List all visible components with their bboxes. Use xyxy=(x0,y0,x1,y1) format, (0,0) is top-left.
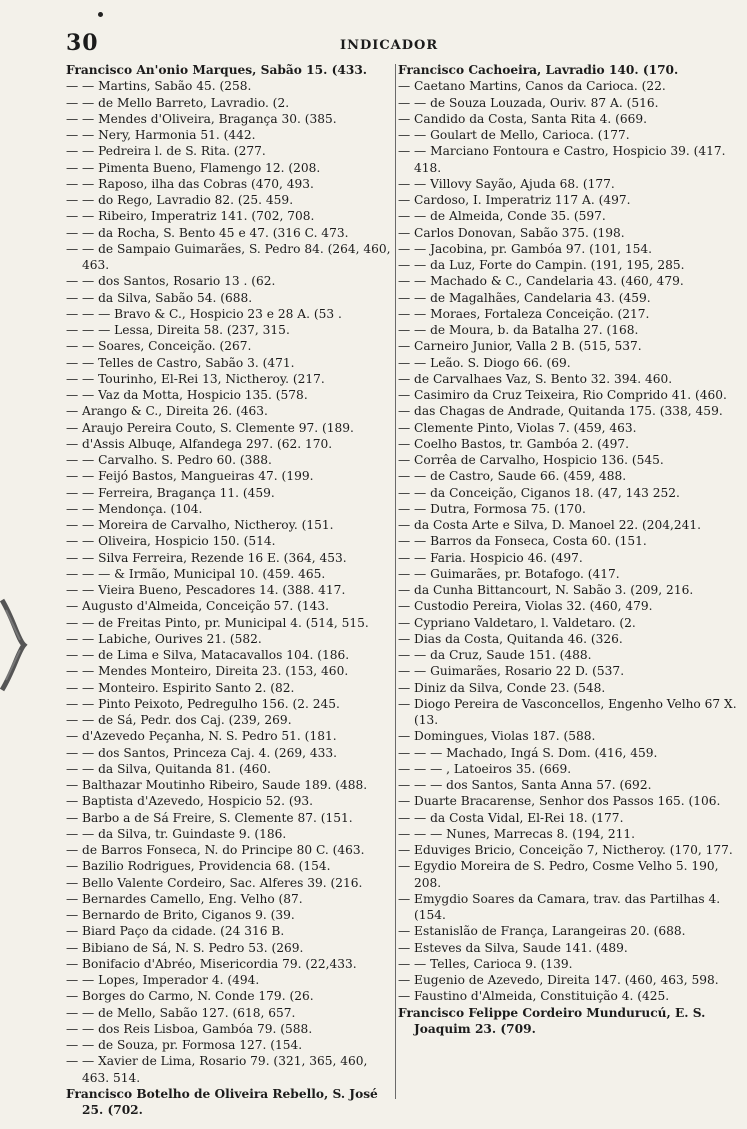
directory-entry: — — dos Santos, Princeza Caj. 4. (269, 433. xyxy=(66,745,337,760)
directory-entry: — Carlos Donovan, Sabão 375. (198. xyxy=(398,225,625,240)
directory-entry: — Diniz da Silva, Conde 23. (548. xyxy=(398,680,606,695)
directory-entry: — — Soares, Conceição. (267. xyxy=(66,339,252,354)
directory-entry: — — de Sampaio Guimarães, S. Pedro 84. (264, 460, 463. xyxy=(66,241,391,272)
directory-entry: — — Leão. S. Diogo 66. (69. xyxy=(398,355,571,370)
directory-entry: — — de Mello, Sabão 127. (618, 657. xyxy=(66,1005,296,1020)
directory-entry: Francisco An'onio Marques, Sabão 15. (433. xyxy=(66,63,368,77)
ink-speck xyxy=(98,12,103,17)
directory-entry: — Coelho Bastos, tr. Gambóa 2. (497. xyxy=(398,436,629,451)
running-head: INDICADOR xyxy=(340,38,439,53)
directory-entry: — — — & Irmão, Municipal 10. (459. 465. xyxy=(66,566,326,581)
directory-entry: — Baptista d'Azevedo, Hospicio 52. (93. xyxy=(66,794,313,809)
right-column xyxy=(398,62,738,1037)
directory-entry: — — Martins, Sabão 45. (258. xyxy=(66,79,252,94)
directory-entry: — — Mendes d'Oliveira, Bragança 30. (385. xyxy=(66,111,337,126)
directory-entry: — — dos Santos, Rosario 13 . (62. xyxy=(66,274,276,289)
directory-entry: — — Monteiro. Espirito Santo 2. (82. xyxy=(66,680,295,695)
directory-entry: — d'Azevedo Peçanha, N. S. Pedro 51. (181. xyxy=(66,729,337,744)
directory-entry: — — de Mello Barreto, Lavradio. (2. xyxy=(66,95,290,110)
directory-entry: — Bonifacio d'Abréo, Misericordia 79. (22,433. xyxy=(66,956,357,971)
directory-entry: — — Ferreira, Bragança 11. (459. xyxy=(66,485,275,500)
directory-entry: — Augusto d'Almeida, Conceição 57. (143. xyxy=(66,599,329,614)
directory-entry: — Bernardes Camello, Eng. Velho (87. xyxy=(66,891,303,906)
directory-entry: — — Vaz da Motta, Hospicio 135. (578. xyxy=(66,388,308,402)
directory-entry: — — Pimenta Bueno, Flamengo 12. (208. xyxy=(66,160,321,175)
directory-entry: — — Tourinho, El-Rei 13, Nictheroy. (217. xyxy=(66,371,325,386)
directory-entry: — Bibiano de Sá, N. S. Pedro 53. (269. xyxy=(66,940,304,955)
directory-entry: — Clemente Pinto, Violas 7. (459, 463. xyxy=(398,420,637,435)
directory-entry: — — da Silva, Quitanda 81. (460. xyxy=(66,761,271,776)
directory-entry: — — dos Reis Lisboa, Gambóa 79. (588. xyxy=(66,1021,313,1036)
directory-entry: — das Chagas de Andrade, Quitanda 175. (338, 459. xyxy=(398,404,723,419)
directory-entry: — Bello Valente Cordeiro, Sac. Alferes 39. (216. xyxy=(66,875,363,890)
directory-entry: — Candido da Costa, Santa Rita 4. (669. xyxy=(398,111,647,126)
directory-entry: — — de Souza Louzada, Ouriv. 87 A. (516. xyxy=(398,95,659,110)
directory-entry: — — de Moura, b. da Batalha 27. (168. xyxy=(398,323,639,337)
directory-entry: — — Guimarães, pr. Botafogo. (417. xyxy=(398,566,620,581)
directory-entry: — — da Luz, Forte do Campin. (191, 195, 285. xyxy=(398,258,685,272)
directory-entry: — — de Souza, pr. Formosa 127. (154. xyxy=(66,1038,303,1052)
directory-entry: — — do Rego, Lavradio 82. (25. 459. xyxy=(66,193,294,207)
directory-entry: — Egydio Moreira de S. Pedro, Cosme Velho 5. 190, 208. xyxy=(398,859,719,890)
directory-entry: — Araujo Pereira Couto, S. Clemente 97. (189. xyxy=(66,420,354,435)
directory-entry: — — Goulart de Mello, Carioca. (177. xyxy=(398,128,630,142)
directory-entry: — — Raposo, ilha das Cobras (470, 493. xyxy=(66,176,314,191)
directory-entry: — — Barros da Fonseca, Costa 60. (151. xyxy=(398,534,647,549)
directory-entry: — da Costa Arte e Silva, D. Manoel 22. (204,241. xyxy=(398,518,701,532)
directory-entry: — Faustino d'Almeida, Constituição 4. (425. xyxy=(398,989,670,1004)
directory-entry: — — de Sá, Pedr. dos Caj. (239, 269. xyxy=(66,713,292,727)
directory-entry: — de Barros Fonseca, N. do Principe 80 C. (463. xyxy=(66,843,365,857)
directory-entry: — Eduviges Bricio, Conceição 7, Nictheroy. (170, 177. xyxy=(398,843,733,857)
directory-entry: — Caetano Martins, Canos da Carioca. (22. xyxy=(398,79,666,94)
binding-thread-mark xyxy=(0,590,30,700)
directory-entry: — Cypriano Valdetaro, l. Valdetaro. (2. xyxy=(398,615,636,630)
directory-entry: Francisco Cachoeira, Lavradio 140. (170. xyxy=(398,63,679,77)
directory-entry: — — Moreira de Carvalho, Nictheroy. (151. xyxy=(66,518,334,532)
directory-entry: — — Pinto Peixoto, Pedregulho 156. (2. 245. xyxy=(66,696,340,711)
directory-entry: — — da Conceição, Ciganos 18. (47, 143 252. xyxy=(398,485,680,500)
page-number: 30 xyxy=(66,30,99,56)
directory-entry: — — Mendes Monteiro, Direita 23. (153, 460. xyxy=(66,664,349,679)
directory-entry: — — Vieira Bueno, Pescadores 14. (388. 417. xyxy=(66,583,346,597)
directory-entry: — — — Machado, Ingá S. Dom. (416, 459. xyxy=(398,745,658,760)
directory-entry: — Corrêa de Carvalho, Hospicio 136. (545. xyxy=(398,453,664,467)
directory-entry: — Carneiro Junior, Valla 2 B. (515, 537. xyxy=(398,339,642,354)
directory-entry: — — da Rocha, S. Bento 45 e 47. (316 C. 473. xyxy=(66,225,349,240)
directory-entry: — Borges do Carmo, N. Conde 179. (26. xyxy=(66,989,314,1004)
directory-entry: — — Feijó Bastos, Mangueiras 47. (199. xyxy=(66,469,314,484)
column-divider xyxy=(395,64,396,1099)
directory-entry: — Duarte Bracarense, Senhor dos Passos 165. (106. xyxy=(398,794,721,809)
directory-entry: — — da Silva, tr. Guindaste 9. (186. xyxy=(66,826,287,841)
directory-entry: — Bernardo de Brito, Ciganos 9. (39. xyxy=(66,908,295,922)
directory-entry: — — Moraes, Fortaleza Conceição. (217. xyxy=(398,306,650,321)
directory-entry: — — de Lima e Silva, Matacavallos 104. (186. xyxy=(66,648,350,662)
directory-entry: — Dias da Costa, Quitanda 46. (326. xyxy=(398,631,623,646)
directory-entry: — — Dutra, Formosa 75. (170. xyxy=(398,501,586,516)
directory-entry: — Domingues, Violas 187. (588. xyxy=(398,729,596,744)
directory-entry: — Esteves da Silva, Saude 141. (489. xyxy=(398,940,628,955)
left-column xyxy=(66,62,396,1118)
directory-entry: — — Ribeiro, Imperatriz 141. (702, 708. xyxy=(66,209,315,224)
directory-entry: — — Labiche, Ourives 21. (582. xyxy=(66,631,262,646)
directory-entry: Francisco Felippe Cordeiro Mundurucú, E. S. Joaquim 23. (709. xyxy=(398,1005,706,1036)
directory-entry: — — Nery, Harmonia 51. (442. xyxy=(66,128,256,142)
directory-entry: — Balthazar Moutinho Ribeiro, Saude 189. (488. xyxy=(66,778,368,792)
directory-entry: — Diogo Pereira de Vasconcellos, Engenho Velho 67 X. (13. xyxy=(398,696,737,727)
directory-entry: — — da Silva, Sabão 54. (688. xyxy=(66,290,253,305)
directory-entry: — Emygdio Soares da Camara, trav. das Partilhas 4. (154. xyxy=(398,891,721,922)
directory-entry: — — Telles de Castro, Sabão 3. (471. xyxy=(66,355,295,370)
directory-entry: — — Mendonça. (104. xyxy=(66,501,203,516)
directory-entry: — — — Lessa, Direita 58. (237, 315. xyxy=(66,323,290,337)
directory-entry: — — — , Latoeiros 35. (669. xyxy=(398,761,572,776)
directory-entry: — — Marciano Fontoura e Castro, Hospicio 39. (417. 418. xyxy=(398,144,726,175)
directory-entry: — — Machado & C., Candelaria 43. (460, 479. xyxy=(398,274,684,289)
directory-entry: — Casimiro da Cruz Teixeira, Rio Comprido 41. (460. xyxy=(398,388,727,402)
directory-entry: — — Jacobina, pr. Gambóa 97. (101, 154. xyxy=(398,241,653,256)
directory-entry: — — Xavier de Lima, Rosario 79. (321, 365, 460, 463. 514. xyxy=(66,1054,368,1085)
directory-entry: — — — Bravo & C., Hospicio 23 e 28 A. (53 . xyxy=(66,306,342,321)
directory-entry: — Arango & C., Direita 26. (463. xyxy=(66,404,268,419)
directory-entry: — — Villovy Sayão, Ajuda 68. (177. xyxy=(398,176,615,191)
directory-entry: — Cardoso, I. Imperatriz 117 A. (497. xyxy=(398,193,631,207)
directory-entry: — Eugenio de Azevedo, Direita 147. (460, 463, 598. xyxy=(398,973,719,987)
directory-entry: — Estanislão de França, Larangeiras 20. (688. xyxy=(398,924,686,939)
directory-entry: — — de Castro, Saude 66. (459, 488. xyxy=(398,469,627,484)
directory-entry: — Custodio Pereira, Violas 32. (460, 479. xyxy=(398,599,653,614)
directory-entry: — Bazilio Rodrigues, Providencia 68. (154. xyxy=(66,859,331,874)
directory-entry: — — Faria. Hospicio 46. (497. xyxy=(398,550,583,565)
directory-entry: — — Pedreira l. de S. Rita. (277. xyxy=(66,144,266,159)
directory-entry: — — Silva Ferreira, Rezende 16 E. (364, 453. xyxy=(66,550,347,565)
directory-entry: Francisco Botelho de Oliveira Rebello, S. José 25. (702. xyxy=(66,1086,378,1117)
directory-entry: — Barbo a de Sá Freire, S. Clemente 87. (151. xyxy=(66,810,353,825)
directory-entry: — — Oliveira, Hospicio 150. (514. xyxy=(66,534,276,549)
directory-entry: — — de Freitas Pinto, pr. Municipal 4. (514, 515. xyxy=(66,615,369,630)
directory-entry: — — de Almeida, Conde 35. (597. xyxy=(398,209,606,224)
directory-entry: — — Carvalho. S. Pedro 60. (388. xyxy=(66,453,272,467)
directory-entry: — — Guimarães, Rosario 22 D. (537. xyxy=(398,664,625,679)
directory-entry: — Biard Paço da cidade. (24 316 B. xyxy=(66,924,285,939)
directory-entry: — da Cunha Bittancourt, N. Sabão 3. (209, 216. xyxy=(398,583,694,597)
directory-entry: — — de Magalhães, Candelaria 43. (459. xyxy=(398,290,651,305)
directory-entry: — — Lopes, Imperador 4. (494. xyxy=(66,973,260,987)
directory-entry: — — da Costa Vidal, El-Rei 18. (177. xyxy=(398,810,624,825)
directory-entry: — d'Assis Albuqe, Alfandega 297. (62. 170. xyxy=(66,436,333,451)
directory-entry: — — — dos Santos, Santa Anna 57. (692. xyxy=(398,778,652,792)
directory-entry: — — Telles, Carioca 9. (139. xyxy=(398,956,573,971)
directory-entry: — — — Nunes, Marrecas 8. (194, 211. xyxy=(398,826,635,841)
directory-entry: — de Carvalhaes Vaz, S. Bento 32. 394. 460. xyxy=(398,371,673,386)
directory-entry: — — da Cruz, Saude 151. (488. xyxy=(398,648,592,662)
